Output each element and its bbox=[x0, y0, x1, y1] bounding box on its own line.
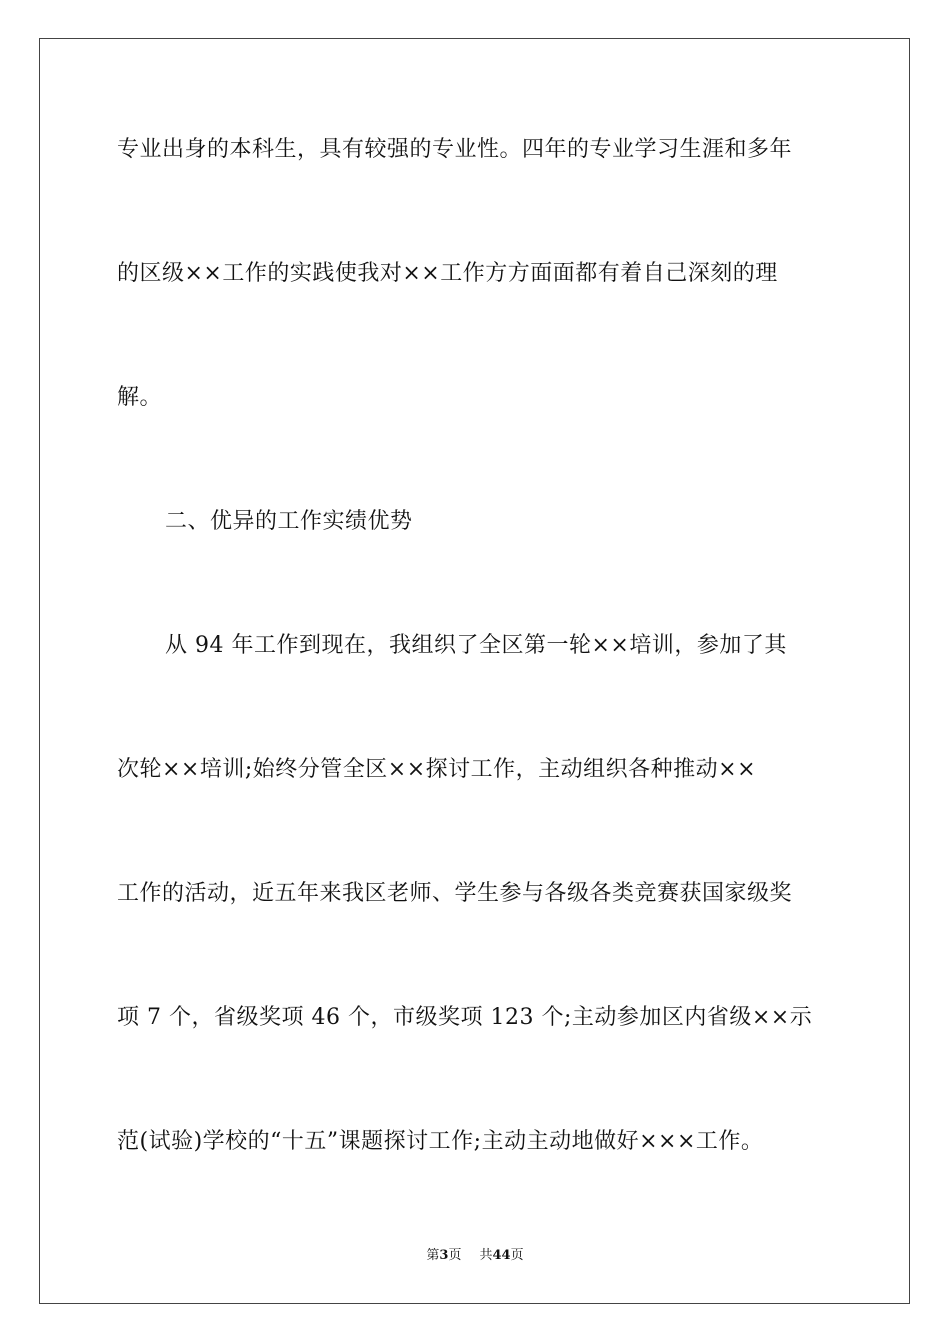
footer-total-pages: 44 bbox=[492, 1248, 511, 1263]
footer-total-prefix: 共 bbox=[479, 1248, 493, 1263]
footer-page-suffix: 页 bbox=[448, 1248, 462, 1263]
paragraph-1-line-3: 解。 bbox=[117, 385, 163, 410]
paragraph-2-line-5: 范(试验)学校的“十五”课题探讨工作;主动主动地做好×××工作。 bbox=[117, 1129, 764, 1154]
paragraph-1-line-2: 的区级××工作的实践使我对××工作方方面面都有着自己深刻的理 bbox=[117, 261, 778, 286]
section-heading: 二、优异的工作实绩优势 bbox=[165, 509, 413, 534]
page-frame bbox=[39, 38, 910, 1304]
paragraph-2-line-2: 次轮××培训;始终分管全区××探讨工作，主动组织各种推动×× bbox=[117, 757, 757, 782]
footer-page-number: 3 bbox=[439, 1248, 449, 1263]
paragraph-2-line-3: 工作的活动，近五年来我区老师、学生参与各级各类竞赛获国家级奖 bbox=[117, 881, 793, 906]
footer-total-suffix: 页 bbox=[510, 1248, 524, 1263]
paragraph-2-line-1: 从 94 年工作到现在，我组织了全区第一轮××培训，参加了其 bbox=[165, 633, 787, 658]
paragraph-2-line-4: 项 7 个，省级奖项 46 个，市级奖项 123 个;主动参加区内省级××示 bbox=[117, 1005, 813, 1030]
paragraph-1-line-1: 专业出身的本科生，具有较强的专业性。四年的专业学习生涯和多年 bbox=[117, 137, 793, 162]
footer-page-prefix: 第 bbox=[426, 1248, 440, 1263]
page-footer bbox=[0, 1247, 950, 1265]
